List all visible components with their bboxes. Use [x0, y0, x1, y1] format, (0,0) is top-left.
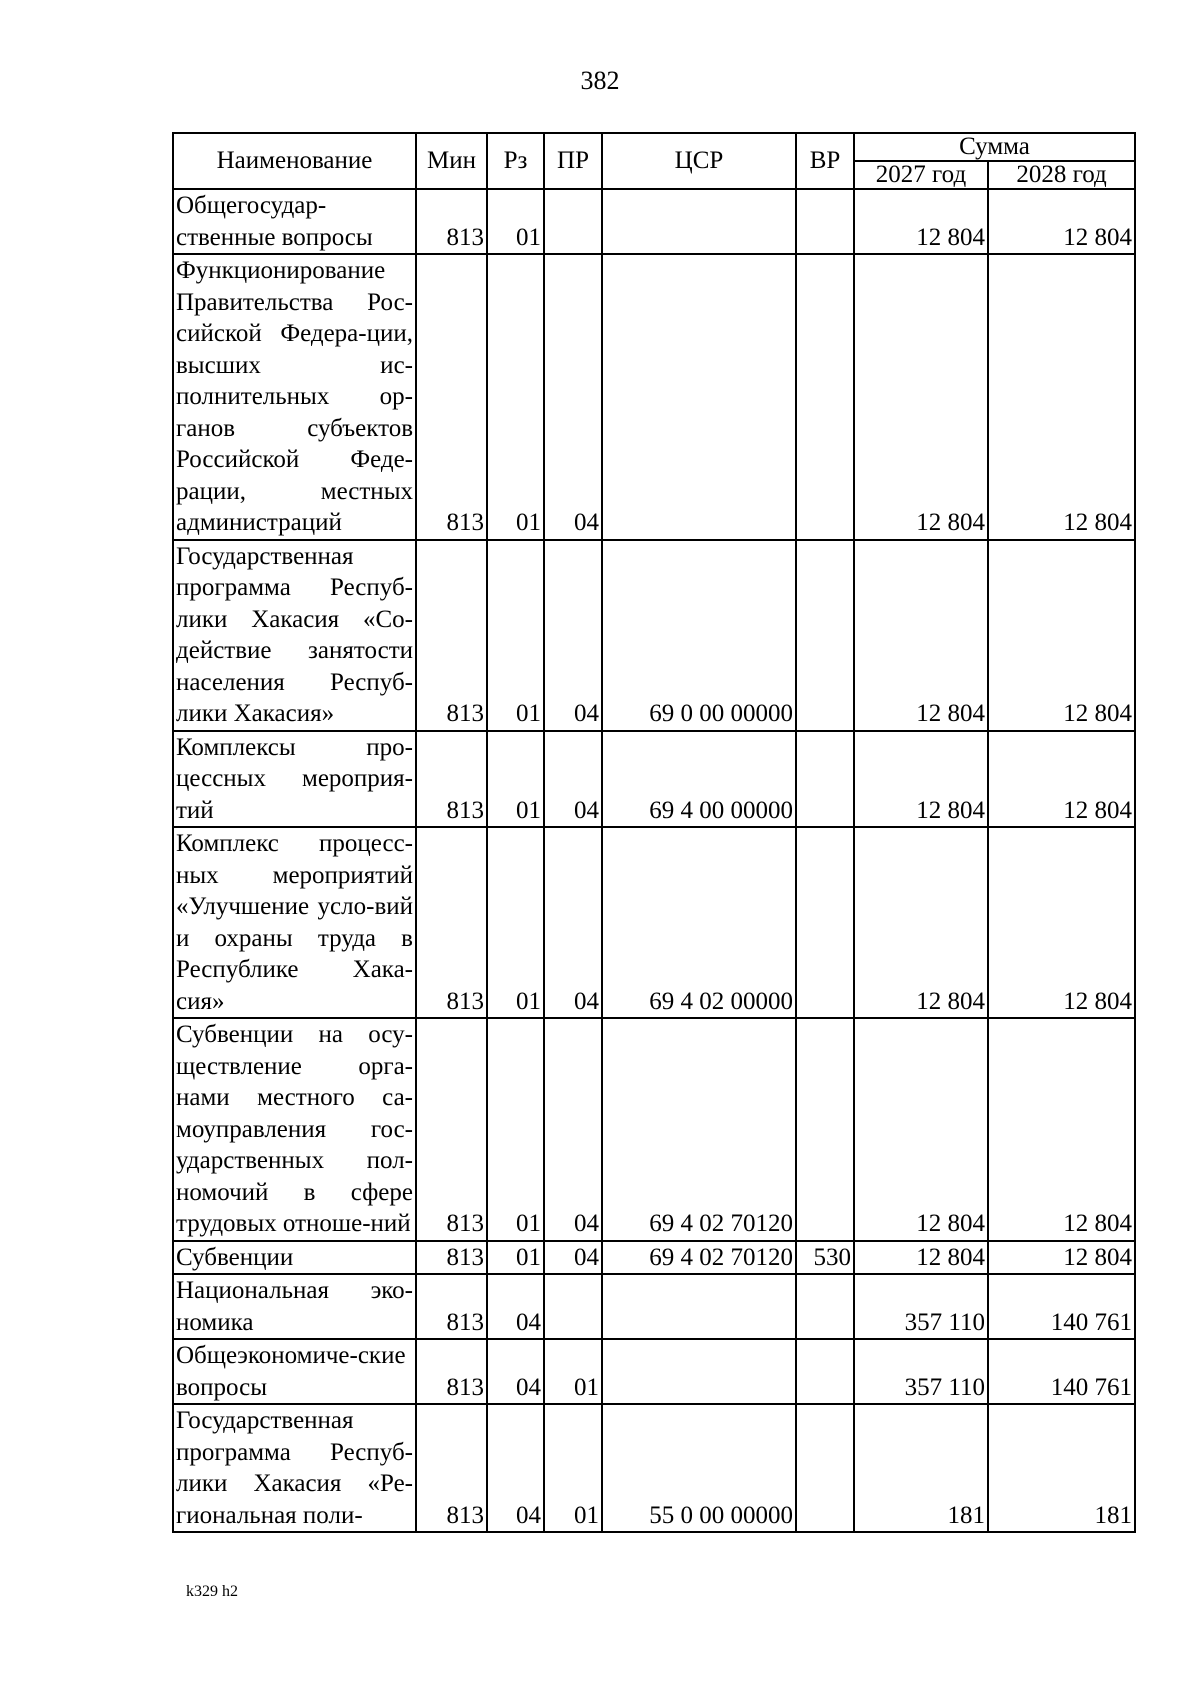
row-rz: 01 [487, 254, 544, 540]
row-vr [796, 827, 854, 1018]
table-row [173, 1274, 1135, 1339]
row-min: 813 [416, 731, 487, 828]
row-csr: 55 0 00 00000 [602, 1404, 796, 1532]
row-csr: 69 4 02 70120 [602, 1018, 796, 1241]
row-rz: 04 [487, 1274, 544, 1339]
row-vr: 530 [796, 1241, 854, 1275]
row-sum-2027: 12 804 [854, 189, 988, 254]
row-sum-2027: 12 804 [854, 540, 988, 731]
table-row [173, 731, 1135, 828]
row-pr: 04 [544, 254, 602, 540]
row-vr [796, 189, 854, 254]
row-min: 813 [416, 1404, 487, 1532]
row-pr: 04 [544, 731, 602, 828]
row-min: 813 [416, 254, 487, 540]
row-sum-2028: 12 804 [988, 254, 1135, 540]
row-sum-2028: 12 804 [988, 1018, 1135, 1241]
table-row [173, 1241, 1135, 1275]
row-rz: 04 [487, 1339, 544, 1404]
row-name: Функционирование Правительства Рос-сийской Федера-ции, высших ис-полнительных ор-ганов субъектов Российской Феде-рации, местных администраций [173, 254, 416, 540]
row-sum-2028: 140 761 [988, 1339, 1135, 1404]
row-rz: 04 [487, 1404, 544, 1532]
row-sum-2028: 181 [988, 1404, 1135, 1532]
row-min: 813 [416, 1274, 487, 1339]
row-sum-2027: 12 804 [854, 731, 988, 828]
row-sum-2028: 12 804 [988, 827, 1135, 1018]
row-rz: 01 [487, 827, 544, 1018]
row-pr: 04 [544, 1018, 602, 1241]
row-name: Общеэкономиче-ские вопросы [173, 1339, 416, 1404]
row-pr: 04 [544, 1241, 602, 1275]
row-vr [796, 731, 854, 828]
row-sum-2027: 12 804 [854, 1018, 988, 1241]
row-sum-2028: 12 804 [988, 540, 1135, 731]
row-sum-2027: 357 110 [854, 1274, 988, 1339]
row-name: Государственная программа Респуб-лики Хакасия «Со-действие занятости населения Респуб-лики Хакасия» [173, 540, 416, 731]
row-name: Субвенции [173, 1241, 416, 1275]
row-vr [796, 1018, 854, 1241]
row-sum-2028: 12 804 [988, 731, 1135, 828]
row-rz: 01 [487, 189, 544, 254]
budget-table [172, 132, 1136, 1533]
header-year-2028: 2028 год [988, 161, 1135, 189]
table-row [173, 1339, 1135, 1404]
row-csr [602, 1274, 796, 1339]
row-csr [602, 189, 796, 254]
row-sum-2028: 12 804 [988, 189, 1135, 254]
row-name: Субвенции на осу-ществление орга-нами местного са-моуправления гос-ударственных пол-номочий в сфере трудовых отноше-ний [173, 1018, 416, 1241]
row-min: 813 [416, 827, 487, 1018]
row-csr [602, 254, 796, 540]
row-rz: 01 [487, 1018, 544, 1241]
row-min: 813 [416, 189, 487, 254]
header-pr: ПР [544, 133, 602, 189]
table-row [173, 827, 1135, 1018]
row-name: Комплекс процесс-ных мероприятий «Улучшение усло-вий и охраны труда в Республике Хака-сия» [173, 827, 416, 1018]
row-csr: 69 4 00 00000 [602, 731, 796, 828]
footer-code: k329 h2 [186, 1583, 238, 1600]
row-min: 813 [416, 1241, 487, 1275]
header-csr: ЦСР [602, 133, 796, 189]
table-row [173, 189, 1135, 254]
row-vr [796, 540, 854, 731]
row-rz: 01 [487, 1241, 544, 1275]
row-name: Общегосудар-ственные вопросы [173, 189, 416, 254]
row-pr: 01 [544, 1404, 602, 1532]
header-row [173, 133, 1135, 161]
table-row [173, 540, 1135, 731]
row-vr [796, 1339, 854, 1404]
table-row [173, 1018, 1135, 1241]
table-row [173, 254, 1135, 540]
table-row [173, 1404, 1135, 1532]
row-min: 813 [416, 1339, 487, 1404]
row-sum-2027: 12 804 [854, 254, 988, 540]
header-vr: ВР [796, 133, 854, 189]
table-body [173, 189, 1135, 1532]
row-name: Комплексы про-цессных мероприя-тий [173, 731, 416, 828]
row-sum-2027: 12 804 [854, 827, 988, 1018]
row-sum-2027: 12 804 [854, 1241, 988, 1275]
row-sum-2027: 181 [854, 1404, 988, 1532]
row-min: 813 [416, 540, 487, 731]
row-csr [602, 1339, 796, 1404]
row-csr: 69 4 02 70120 [602, 1241, 796, 1275]
row-pr: 01 [544, 1339, 602, 1404]
row-csr: 69 4 02 00000 [602, 827, 796, 1018]
row-pr: 04 [544, 827, 602, 1018]
row-pr [544, 1274, 602, 1339]
row-sum-2027: 357 110 [854, 1339, 988, 1404]
row-rz: 01 [487, 540, 544, 731]
row-name: Государственная программа Респуб-лики Хакасия «Ре-гиональная поли- [173, 1404, 416, 1532]
header-min: Мин [416, 133, 487, 189]
row-name: Национальная эко-номика [173, 1274, 416, 1339]
header-year-2027: 2027 год [854, 161, 988, 189]
row-csr: 69 0 00 00000 [602, 540, 796, 731]
page-number: 382 [580, 66, 620, 95]
row-vr [796, 1404, 854, 1532]
row-sum-2028: 12 804 [988, 1241, 1135, 1275]
row-vr [796, 254, 854, 540]
row-rz: 01 [487, 731, 544, 828]
row-vr [796, 1274, 854, 1339]
row-pr: 04 [544, 540, 602, 731]
header-rz: Рз [487, 133, 544, 189]
row-sum-2028: 140 761 [988, 1274, 1135, 1339]
row-min: 813 [416, 1018, 487, 1241]
header-sum: Сумма [854, 133, 1135, 161]
header-name: Наименование [173, 133, 416, 189]
row-pr [544, 189, 602, 254]
